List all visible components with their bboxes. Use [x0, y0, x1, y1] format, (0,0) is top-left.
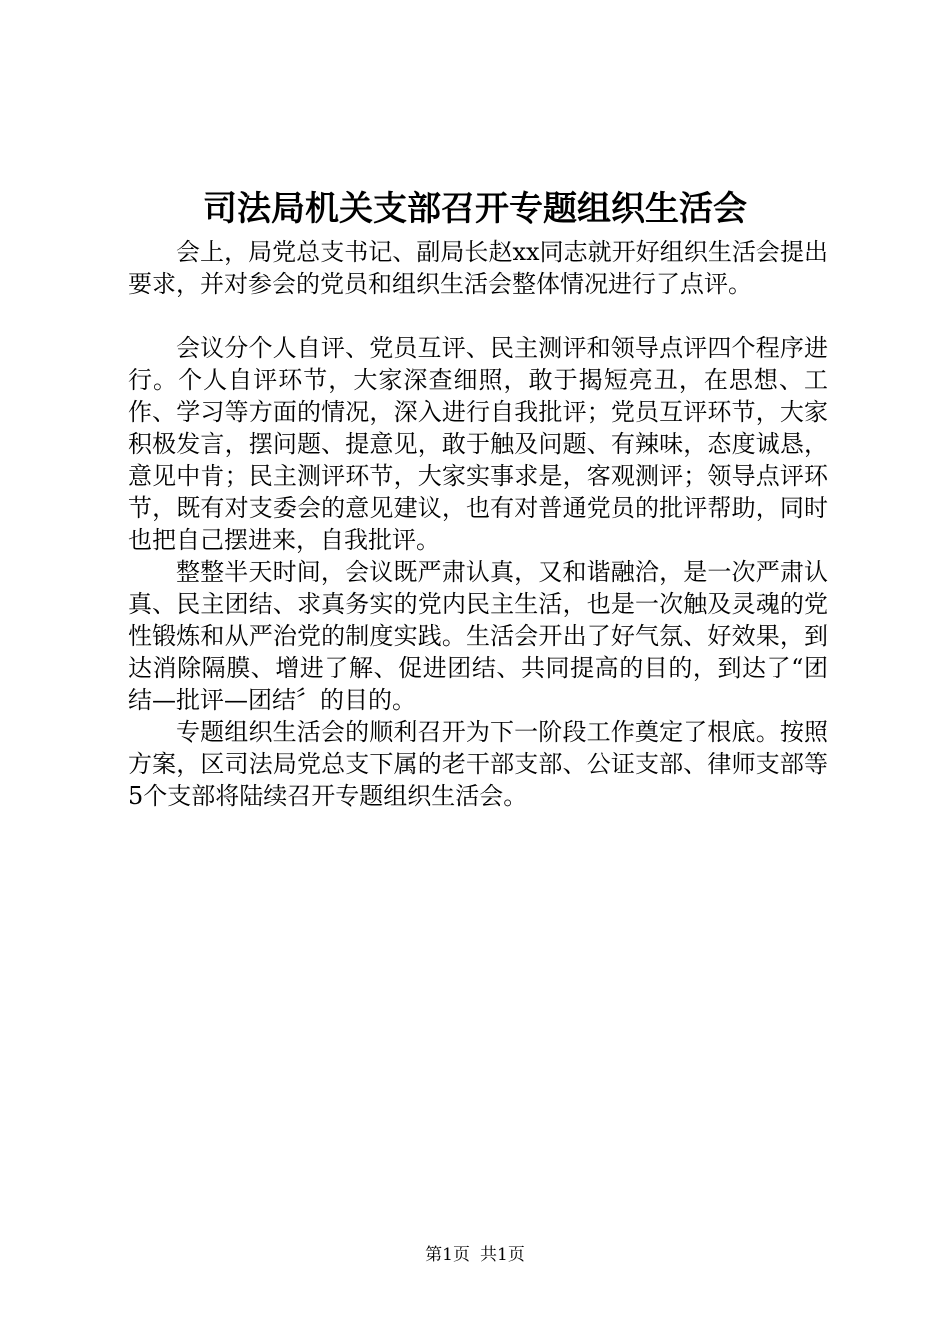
paragraph-3: 整整半天时间，会议既严肃认真，又和谐融洽，是一次严肃认真、民主团结、求真务实的党内民主生活，也是一次触及灵魂的党性锻炼和从严治党的制度实践。生活会开出了好气氛、好效果，到达消除隔膜、增进了解、促进团结、共同提高的目的，到达了“团结—批评—团结〞的目的。: [128, 558, 828, 714]
paragraph-2: 会议分个人自评、党员互评、民主测评和领导点评四个程序进行。个人自评环节，大家深查细照，敢于揭短亮丑，在思想、工作、学习等方面的情况，深入进行自我批评；党员互评环节，大家积极发言，摆问题、提意见，敢于触及问题、有辣味，态度诚恳，意见中肯；民主测评环节，大家实事求是，客观测评；领导点评环节，既有对支委会的意见建议，也有对普通党员的批评帮助，同时也把自己摆进来，自我批评。: [128, 334, 828, 554]
page-footer: [0, 1243, 950, 1267]
paragraph-1: 会上，局党总支书记、副局长赵xx同志就开好组织生活会提出要求，并对参会的党员和组织生活会整体情况进行了点评。: [128, 238, 828, 298]
paragraph-4: 专题组织生活会的顺利召开为下一阶段工作奠定了根底。按照方案，区司法局党总支下属的老干部支部、公证支部、律师支部等5个支部将陆续召开专题组织生活会。: [128, 718, 828, 810]
document-title: 司法局机关支部召开专题组织生活会: [203, 189, 747, 229]
page-number: 第1页: [425, 1245, 470, 1265]
paragraph-gap: [128, 300, 828, 332]
document-body: [128, 236, 828, 812]
page-total: 共1页: [480, 1245, 525, 1265]
